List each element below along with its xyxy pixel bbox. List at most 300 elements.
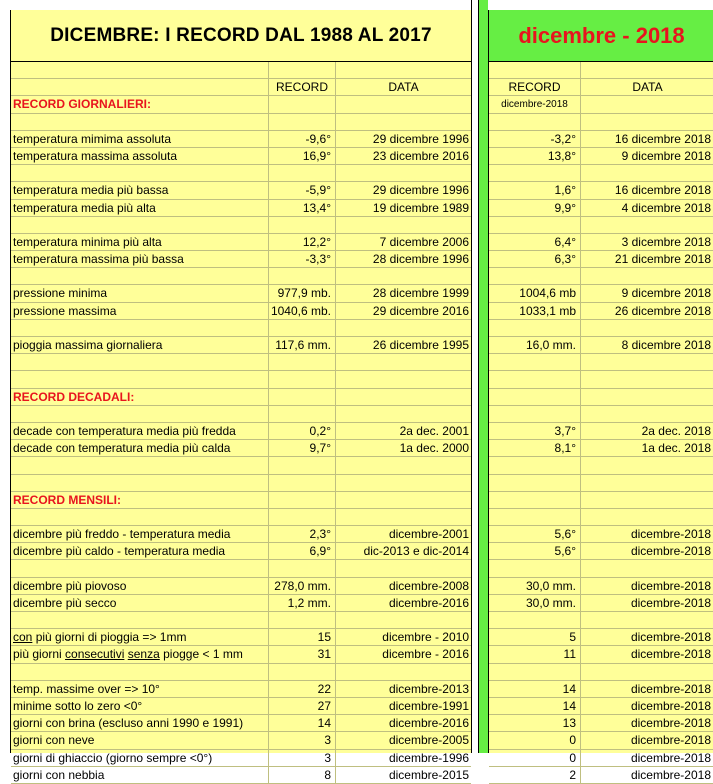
record-label: giorni con nebbia: [11, 767, 269, 783]
record-value: 14: [269, 715, 336, 731]
table-row: [489, 285, 713, 302]
month-value: 30,0 mm.: [489, 595, 581, 611]
month-value: 16,0 mm.: [489, 337, 581, 353]
empty-cell: [489, 664, 581, 680]
table-row: [489, 200, 713, 217]
record-value: 12,2°: [269, 234, 336, 250]
empty-cell: [269, 406, 336, 422]
record-label: temperatura massima più bassa: [11, 251, 269, 267]
month-date: dicembre-2018: [630, 716, 711, 731]
empty-cell: [581, 320, 713, 336]
record-value: 31: [269, 646, 336, 662]
table-row: [489, 578, 713, 595]
table-row: [11, 337, 471, 354]
left-margin: [0, 0, 10, 753]
right-title: dicembre - 2018: [489, 10, 713, 62]
record-label: pressione minima: [11, 285, 269, 301]
table-row: [489, 509, 713, 526]
month-value: 0: [489, 750, 581, 766]
table-row: [489, 440, 713, 457]
record-cell: [269, 389, 336, 405]
date-cell: [336, 389, 471, 405]
table-row: [11, 200, 471, 217]
empty-cell: [489, 114, 581, 130]
section-heading: RECORD GIORNALIERI:: [11, 96, 269, 112]
month-value: 5,6°: [489, 543, 581, 559]
table-row: [11, 114, 471, 131]
table-row: [489, 165, 713, 182]
date-cell: [581, 492, 713, 508]
month-value: 2: [489, 767, 581, 783]
empty-cell: [336, 509, 471, 525]
empty-cell: [581, 268, 713, 284]
record-date: 28 dicembre 1999: [372, 286, 469, 301]
record-label: temperatura mimima assoluta: [11, 131, 269, 147]
record-date: 23 dicembre 2016: [372, 148, 469, 163]
table-row: [489, 148, 713, 165]
right-rows: [489, 62, 713, 784]
empty-cell: [336, 475, 471, 491]
empty-cell: [489, 371, 581, 387]
table-row: [11, 681, 471, 698]
table-row: [489, 492, 713, 509]
table-row: [489, 354, 713, 371]
empty-cell: [269, 165, 336, 181]
empty-cell: [489, 509, 581, 525]
empty-cell: [336, 114, 471, 130]
empty-cell: [269, 664, 336, 680]
table-row: [11, 79, 471, 96]
empty-cell: [269, 509, 336, 525]
table-row: [489, 715, 713, 732]
subheader-cell: dicembre-2018: [489, 96, 581, 112]
table-row: [11, 303, 471, 320]
empty-cell: [269, 612, 336, 628]
record-header: RECORD: [269, 79, 336, 95]
empty-cell: [269, 371, 336, 387]
table-row: [489, 114, 713, 131]
record-value: 16,9°: [269, 148, 336, 164]
column-gap: [471, 0, 478, 753]
record-value: -3,3°: [269, 251, 336, 267]
record-value: 117,6 mm.: [269, 337, 336, 353]
record-label: temperatura minima più alta: [11, 234, 269, 250]
empty-cell: [581, 406, 713, 422]
empty-cell: [11, 475, 269, 491]
section-heading: RECORD DECADALI:: [11, 389, 269, 405]
table-row: [11, 354, 471, 371]
month-date: 9 dicembre 2018: [621, 286, 711, 301]
table-row: [11, 767, 471, 784]
historical-records-table: [10, 10, 472, 782]
empty-cell: [11, 217, 269, 233]
empty-cell: [489, 354, 581, 370]
empty-cell: [581, 114, 713, 130]
empty-cell: [489, 165, 581, 181]
month-value: 30,0 mm.: [489, 578, 581, 594]
record-date: dicembre-2001: [388, 527, 469, 542]
record-date: 7 dicembre 2006: [379, 234, 469, 249]
month-date: dicembre-2018: [630, 698, 711, 713]
table-row: [489, 131, 713, 148]
empty-cell: [336, 664, 471, 680]
month-date: dicembre-2018: [630, 544, 711, 559]
table-row: [11, 475, 471, 492]
record-value: 22: [269, 681, 336, 697]
month-value: 14: [489, 681, 581, 697]
empty-cell: [336, 217, 471, 233]
record-date: dicembre-2015: [388, 767, 469, 782]
table-row: [489, 457, 713, 474]
month-value: 14: [489, 698, 581, 714]
table-row: [489, 560, 713, 577]
month-date: 16 dicembre 2018: [614, 183, 711, 198]
record-value: 9,7°: [269, 440, 336, 456]
empty-cell: [581, 371, 713, 387]
record-value: -5,9°: [269, 182, 336, 198]
record-label: dicembre più caldo - temperatura media: [11, 543, 269, 559]
table-row: [11, 509, 471, 526]
record-value: 3: [269, 750, 336, 766]
empty-cell: [489, 320, 581, 336]
record-value: 6,9°: [269, 543, 336, 559]
empty-cell: [11, 457, 269, 473]
record-label: con più giorni di pioggia => 1mm: [11, 629, 269, 645]
empty-cell: [336, 62, 471, 78]
empty-cell: [269, 320, 336, 336]
record-value: 13,4°: [269, 200, 336, 216]
record-value: 977,9 mb.: [269, 285, 336, 301]
month-date: dicembre-2018: [630, 767, 711, 782]
table-row: [489, 303, 713, 320]
table-row: [489, 389, 713, 406]
empty-cell: [336, 354, 471, 370]
record-value: 3: [269, 732, 336, 748]
table-row: [11, 406, 471, 423]
empty-cell: [581, 457, 713, 473]
table-row: [489, 526, 713, 543]
month-date: 2a dec. 2018: [641, 423, 711, 438]
table-row: [489, 423, 713, 440]
empty-cell: [336, 320, 471, 336]
empty-cell: [336, 268, 471, 284]
date-cell: [336, 96, 471, 112]
table-row: [11, 629, 471, 646]
month-date: dicembre-2018: [630, 595, 711, 610]
empty-cell: [11, 268, 269, 284]
month-date: 3 dicembre 2018: [621, 234, 711, 249]
record-date: dicembre - 2010: [382, 630, 469, 645]
record-label: temperatura media più bassa: [11, 182, 269, 198]
left-title: DICEMBRE: I RECORD DAL 1988 AL 2017: [11, 10, 471, 62]
record-value: -9,6°: [269, 131, 336, 147]
section-heading: RECORD MENSILI:: [11, 492, 269, 508]
table-row: [489, 612, 713, 629]
record-date: dicembre-1991: [388, 698, 469, 713]
empty-cell: [581, 62, 713, 78]
empty-cell: [581, 475, 713, 491]
table-row: [489, 234, 713, 251]
record-date: 2a dec. 2001: [399, 423, 469, 438]
table-row: [11, 750, 471, 767]
month-value: 5,6°: [489, 526, 581, 542]
table-row: [11, 543, 471, 560]
left-rows: [11, 62, 471, 784]
month-date: 9 dicembre 2018: [621, 148, 711, 163]
month-date: dicembre-2018: [630, 750, 711, 765]
empty-cell: [581, 560, 713, 576]
month-value: 6,3°: [489, 251, 581, 267]
empty-cell: [11, 664, 269, 680]
record-label: pioggia massima giornaliera: [11, 337, 269, 353]
table-row: [11, 217, 471, 234]
record-date: 19 dicembre 1989: [372, 200, 469, 215]
empty-cell: [269, 114, 336, 130]
month-date: dicembre-2018: [630, 630, 711, 645]
month-value: 5: [489, 629, 581, 645]
green-divider: [478, 0, 488, 753]
table-row: [489, 251, 713, 268]
month-2018-table: [488, 10, 713, 782]
table-row: [11, 492, 471, 509]
table-row: [11, 148, 471, 165]
empty-cell: [489, 268, 581, 284]
empty-cell: [489, 612, 581, 628]
month-value: 13: [489, 715, 581, 731]
table-row: [11, 526, 471, 543]
record-label: decade con temperatura media più calda: [11, 440, 269, 456]
record-label: giorni con neve: [11, 732, 269, 748]
empty-cell: [11, 114, 269, 130]
month-value: 11: [489, 646, 581, 662]
table-row: [11, 578, 471, 595]
table-row: [489, 320, 713, 337]
empty-cell: [489, 62, 581, 78]
month-date: dicembre-2018: [630, 647, 711, 662]
empty-cell: [336, 371, 471, 387]
empty-cell: [489, 475, 581, 491]
month-value: 3,7°: [489, 423, 581, 439]
table-row: [489, 79, 713, 96]
table-row: [11, 165, 471, 182]
table-row: [11, 715, 471, 732]
label-cell: [11, 79, 269, 95]
record-cell: [269, 492, 336, 508]
empty-cell: [11, 62, 269, 78]
table-row: [11, 457, 471, 474]
table-row: [489, 698, 713, 715]
record-date: dicembre-2016: [388, 595, 469, 610]
month-value: 1004,6 mb: [489, 285, 581, 301]
empty-cell: [581, 509, 713, 525]
record-value: 1040,6 mb.: [269, 303, 336, 319]
table-row: [11, 320, 471, 337]
empty-cell: [489, 406, 581, 422]
record-date: dicembre-2013: [388, 681, 469, 696]
table-row: [11, 664, 471, 681]
date-cell: [336, 492, 471, 508]
table-row: [11, 268, 471, 285]
table-row: [11, 182, 471, 199]
record-label: pressione massima: [11, 303, 269, 319]
record-date: 29 dicembre 1996: [372, 183, 469, 198]
empty-cell: [581, 612, 713, 628]
table-row: [11, 371, 471, 388]
month-date: 8 dicembre 2018: [621, 338, 711, 352]
month-date: dicembre-2018: [630, 733, 711, 748]
table-row: [489, 406, 713, 423]
date-header: DATA: [632, 80, 663, 95]
record-date: 29 dicembre 2016: [372, 303, 469, 318]
table-row: [11, 96, 471, 113]
empty-cell: [269, 560, 336, 576]
record-value: 1,2 mm.: [269, 595, 336, 611]
record-label: temperatura media più alta: [11, 200, 269, 216]
record-value: 2,3°: [269, 526, 336, 542]
empty-cell: [269, 217, 336, 233]
empty-cell: [11, 560, 269, 576]
empty-cell: [269, 354, 336, 370]
record-date: dicembre-2008: [388, 578, 469, 593]
month-date: dicembre-2018: [630, 681, 711, 696]
record-date: dicembre-1996: [388, 750, 469, 765]
empty-cell: [581, 354, 713, 370]
empty-cell: [581, 165, 713, 181]
empty-cell: [581, 217, 713, 233]
record-label: dicembre più freddo - temperatura media: [11, 526, 269, 542]
empty-cell: [11, 371, 269, 387]
empty-cell: [11, 165, 269, 181]
month-date: 4 dicembre 2018: [621, 200, 711, 215]
table-row: [489, 629, 713, 646]
month-value: 1,6°: [489, 182, 581, 198]
record-cell: [489, 492, 581, 508]
table-row: [489, 182, 713, 199]
date-cell: [581, 96, 713, 112]
table-row: [11, 131, 471, 148]
date-header: DATA: [388, 80, 419, 95]
record-label: temp. massime over => 10°: [11, 681, 269, 697]
month-value: 1033,1 mb: [489, 303, 581, 319]
empty-cell: [581, 664, 713, 680]
empty-cell: [336, 406, 471, 422]
record-label: temperatura massima assoluta: [11, 148, 269, 164]
month-value: 6,4°: [489, 234, 581, 250]
table-row: [489, 664, 713, 681]
table-row: [11, 285, 471, 302]
table-row: [11, 62, 471, 79]
empty-cell: [11, 612, 269, 628]
table-row: [489, 371, 713, 388]
table-row: [11, 234, 471, 251]
empty-cell: [269, 457, 336, 473]
table-row: [11, 560, 471, 577]
empty-cell: [269, 62, 336, 78]
empty-cell: [336, 457, 471, 473]
record-value: 278,0 mm.: [269, 578, 336, 594]
record-date: 1a dec. 2000: [399, 441, 469, 456]
table-row: [489, 767, 713, 784]
record-value: 8: [269, 767, 336, 783]
table-row: [11, 732, 471, 749]
table-row: [11, 612, 471, 629]
table-row: [11, 440, 471, 457]
table-row: [489, 62, 713, 79]
empty-cell: [489, 457, 581, 473]
table-row: [489, 96, 713, 113]
record-cell: [489, 389, 581, 405]
table-row: [489, 543, 713, 560]
empty-cell: [11, 406, 269, 422]
record-date: 26 dicembre 1995: [372, 338, 469, 352]
record-label: decade con temperatura media più fredda: [11, 423, 269, 439]
record-value: 27: [269, 698, 336, 714]
empty-cell: [11, 509, 269, 525]
record-label: più giorni consecutivi senza piogge < 1 mm: [11, 646, 269, 662]
month-value: 9,9°: [489, 200, 581, 216]
empty-cell: [11, 320, 269, 336]
table-row: [489, 750, 713, 767]
record-cell: [269, 96, 336, 112]
empty-cell: [269, 475, 336, 491]
table-row: [11, 595, 471, 612]
table-row: [11, 646, 471, 663]
record-header: RECORD: [489, 79, 581, 95]
table-row: [489, 595, 713, 612]
month-date: 26 dicembre 2018: [614, 303, 711, 318]
record-label: minime sotto lo zero <0°: [11, 698, 269, 714]
month-date: dicembre-2018: [630, 578, 711, 593]
record-label: dicembre più secco: [11, 595, 269, 611]
month-value: 8,1°: [489, 440, 581, 456]
top-margin: [0, 0, 713, 10]
table-row: [11, 389, 471, 406]
table-row: [11, 698, 471, 715]
record-date: dicembre-2005: [388, 733, 469, 748]
date-cell: [581, 389, 713, 405]
record-date: dic-2013 e dic-2014: [363, 544, 469, 559]
record-date: dicembre - 2016: [382, 647, 469, 662]
month-value: 13,8°: [489, 148, 581, 164]
empty-cell: [336, 560, 471, 576]
table-row: [489, 732, 713, 749]
table-row: [489, 475, 713, 492]
record-label: giorni con brina (escluso anni 1990 e 1991): [11, 715, 269, 731]
table-row: [489, 217, 713, 234]
record-label: dicembre più piovoso: [11, 578, 269, 594]
table-row: [11, 423, 471, 440]
empty-cell: [489, 560, 581, 576]
record-date: 29 dicembre 1996: [372, 131, 469, 146]
empty-cell: [11, 354, 269, 370]
empty-cell: [336, 612, 471, 628]
table-row: [11, 251, 471, 268]
month-date: 21 dicembre 2018: [614, 252, 711, 267]
month-date: 16 dicembre 2018: [614, 131, 711, 146]
table-row: [489, 646, 713, 663]
empty-cell: [269, 268, 336, 284]
record-value: 15: [269, 629, 336, 645]
empty-cell: [489, 217, 581, 233]
table-row: [489, 268, 713, 285]
month-date: 1a dec. 2018: [641, 441, 711, 456]
record-value: 0,2°: [269, 423, 336, 439]
month-value: -3,2°: [489, 131, 581, 147]
record-label: giorni di ghiaccio (giorno sempre <0°): [11, 750, 269, 766]
record-date: 28 dicembre 1996: [372, 252, 469, 267]
empty-cell: [336, 165, 471, 181]
month-date: dicembre-2018: [630, 527, 711, 542]
